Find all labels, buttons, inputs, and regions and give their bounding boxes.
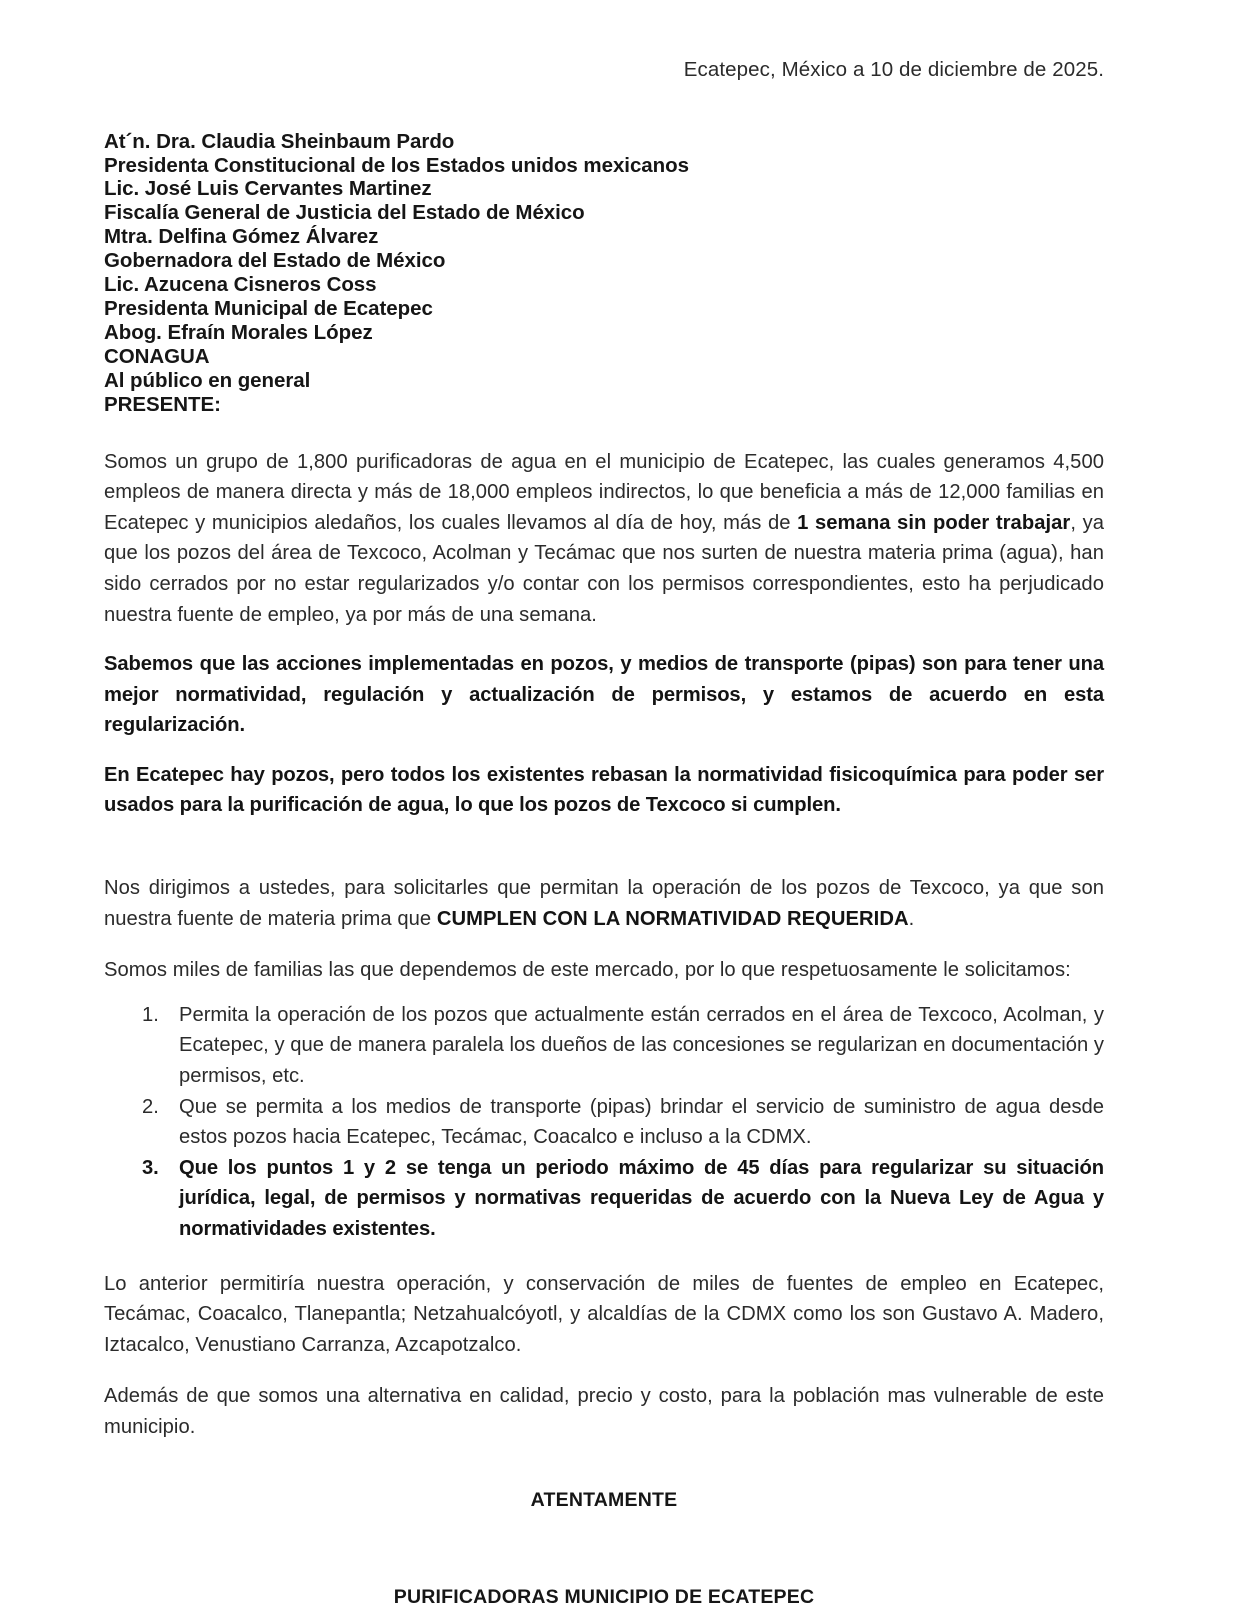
addressee-line-11: Al público en general [104,368,311,392]
addressee-line-5: Mtra. Delfina Gómez Álvarez [104,225,379,249]
paragraph-request-intro-part-2: . [908,907,915,930]
paragraph-request-intro-emphasis: CUMPLEN CON LA NORMATIVIDAD REQUERIDA [436,907,909,930]
paragraph-request-intro [104,873,1104,934]
letter-content [104,0,1104,1609]
addressee-line-9: Abog. Efraín Morales López [104,320,373,344]
request-item-1: Permita la operación de los pozos que actualmente están cerrados en el área de Texcoco, Acolman, y Ecatepec, y que de manera paralela los dueños de las concesiones se regularizan en documentación y permisos, etc. [179,1003,1104,1088]
addressee-line-12: PRESENTE: [104,392,221,416]
closing-salutation: ATENTAMENTE [530,1488,678,1511]
paragraph-wells-quality: En Ecatepec hay pozos, pero todos los existentes rebasan la normatividad fisicoquímica para poder ser usados para la purificación de agua, lo que los pozos de Texcoco si cumplen. [104,763,1104,817]
addressee-block [104,130,1104,417]
closing-block [104,1269,1104,1443]
signatory-name: PURIFICADORAS MUNICIPIO DE ECATEPEC [393,1585,815,1608]
addressee-line-7: Lic. Azucena Cisneros Coss [104,273,377,297]
addressee-line-4: Fiscalía General de Justicia del Estado de México [104,201,585,225]
date-line: Ecatepec, México a 10 de diciembre de 2025. [683,58,1104,81]
paragraph-families: Somos miles de familias las que dependemos de este mercado, por lo que respetuosamente le solicitamos: [104,959,1071,982]
section-spacer [104,821,1104,873]
paragraph-request-intro-part-1: Nos dirigimos a ustedes, para solicitarles que permitan la operación de los pozos de Texcoco, ya que son nuestra fuente de materia prima que [104,877,1104,930]
addressee-line-1: At´n. Dra. Claudia Sheinbaum Pardo [104,129,455,153]
paragraph-intro-part-1: Somos un grupo de 1,800 purificadoras de agua en el municipio de Ecatepec, las cuales generamos 4,500 empleos de manera directa y más de 18,000 empleos indirectos, lo que beneficia a más de 12,000 familias en Ecatepec y municipios aledaños, los cuales llevamos al día de hoy, más de [104,450,1104,534]
addressee-line-3: Lic. José Luis Cervantes Martinez [104,177,432,201]
paragraph-intro [104,447,1104,631]
addressee-line-10: CONAGUA [104,344,210,368]
paragraph-employment-impact: Lo anterior permitiría nuestra operación, y conservación de miles de fuentes de empleo en Ecatepec, Tecámac, Coacalco, Tlanepantla; Netzahualcóyotl, y alcaldías de la CDMX como los son Gustavo A. Madero, Iztacalco, Venustiano Carranza, Azcapotzalco. [104,1272,1104,1356]
addressee-line-2: Presidenta Constitucional de los Estados unidos mexicanos [104,153,689,177]
paragraph-alternative: Además de que somos una alternativa en calidad, precio y costo, para la población mas vulnerable de este municipio. [104,1385,1104,1438]
paragraph-intro-emphasis: 1 semana sin poder trabajar [797,511,1071,534]
addressee-line-8: Presidenta Municipal de Ecatepec [104,297,433,321]
request-item-3: Que los puntos 1 y 2 se tenga un periodo máximo de 45 días para regularizar su situación jurídica, legal, de permisos y normativas requeridas de acuerdo con la Nueva Ley de Agua y normatividades existentes. [179,1156,1104,1241]
paragraph-intro-part-2: , ya que los pozos del área de Texcoco, Acolman y Tecámac que nos surten de nuestra materia prima (agua), han sido cerrados por no estar regularizados y/o contar con los permisos correspondientes, esto ha perjudicado nuestra fuente de empleo, ya por más de una semana. [104,511,1104,626]
request-item-2: Que se permita a los medios de transporte (pipas) brindar el servicio de suministro de agua desde estos pozos hacia Ecatepec, Tecámac, Coacalco e incluso a la CDMX. [179,1095,1104,1149]
paragraph-agreement: Sabemos que las acciones implementadas en pozos, y medios de transporte (pipas) son para tener una mejor normatividad, regulación y actualización de permisos, y estamos de acuerdo en esta regularización. [104,653,1104,737]
addressee-line-6: Gobernadora del Estado de México [104,249,446,273]
requests-list [104,1000,1104,1245]
